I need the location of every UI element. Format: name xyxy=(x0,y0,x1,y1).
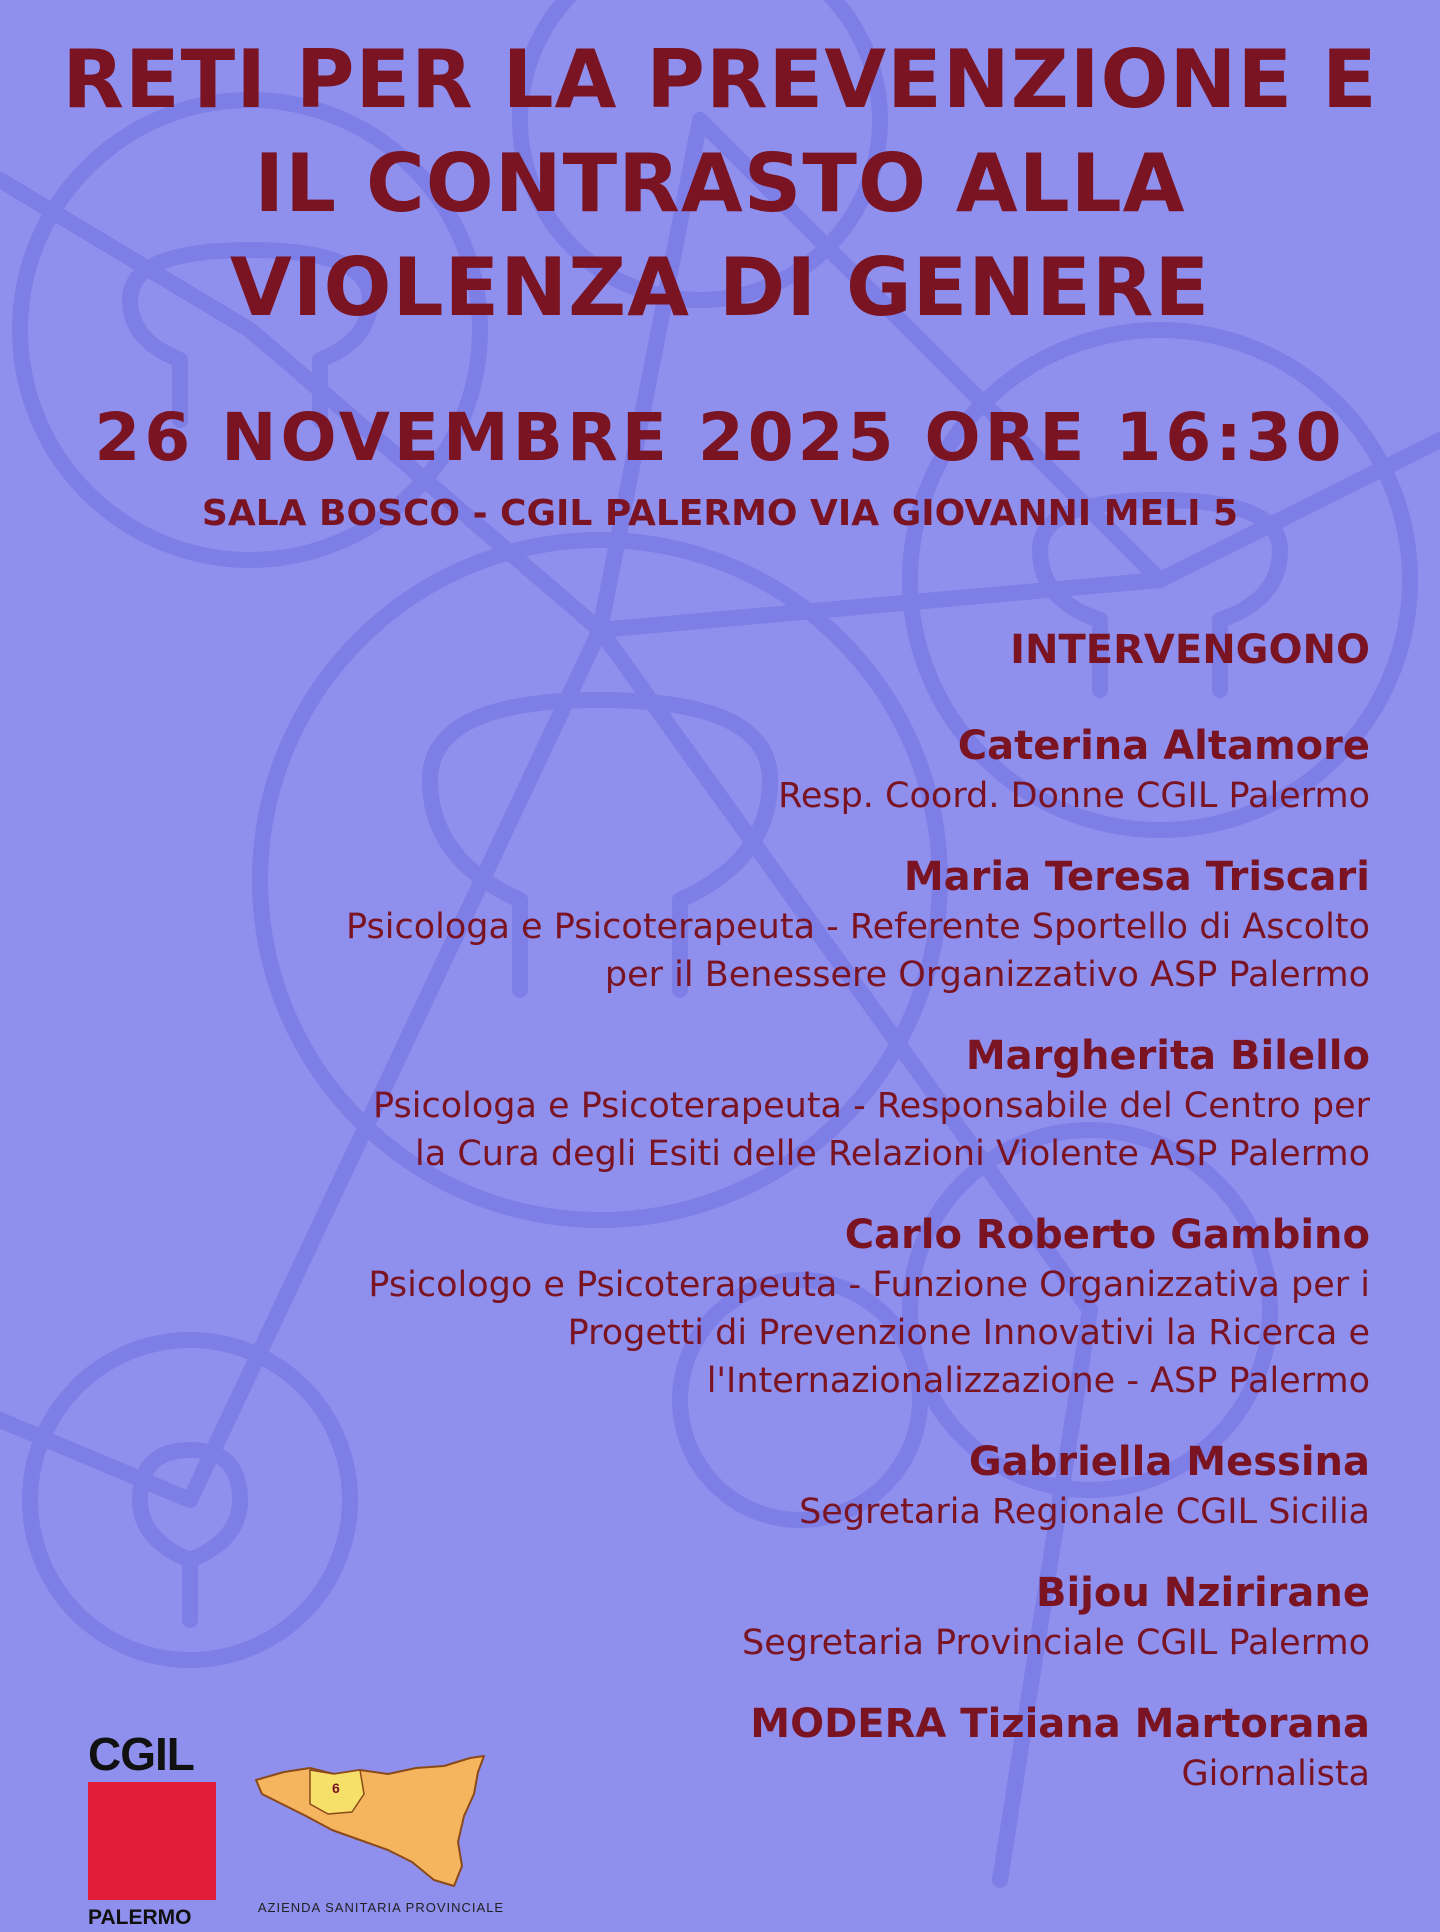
speaker-role xyxy=(70,1261,1370,1405)
moderator-role-line: Giornalista xyxy=(1181,1754,1370,1794)
event-date-time: 26 NOVEMBRE 2025 ORE 16:30 xyxy=(94,399,1346,476)
speaker-name: Margherita Bilello xyxy=(965,1033,1370,1079)
cgil-logo-subtext: PALERMO xyxy=(88,1906,192,1929)
speaker-role xyxy=(70,1082,1370,1178)
event-title xyxy=(40,28,1400,340)
asp-map-number: 6 xyxy=(332,1780,340,1796)
speaker-entry xyxy=(70,1030,1370,1178)
speaker-role-line: per il Benessere Organizzativo ASP Palermo xyxy=(604,955,1370,995)
event-venue: SALA BOSCO - CGIL PALERMO VIA GIOVANNI MELI 5 xyxy=(201,493,1239,534)
speaker-role-line: Progetti di Prevenzione Innovativi la Ricerca e xyxy=(567,1313,1370,1353)
event-title-line-1: RETI PER LA PREVENZIONE E xyxy=(62,33,1378,126)
speaker-role xyxy=(70,772,1370,820)
speaker-role-line: l'Internazionalizzazione - ASP Palermo xyxy=(706,1361,1370,1401)
speaker-role xyxy=(70,1488,1370,1536)
speaker-entry xyxy=(70,1436,1370,1536)
speaker-role-line: Segretaria Provinciale CGIL Palermo xyxy=(742,1623,1370,1663)
speaker-role xyxy=(70,1619,1370,1667)
speaker-name: Bijou Nzirirane xyxy=(1035,1570,1370,1616)
speaker-role-line: Psicologa e Psicoterapeuta - Referente Sportello di Ascolto xyxy=(346,907,1370,947)
cgil-logo-square xyxy=(88,1782,216,1900)
event-title-line-2: IL CONTRASTO ALLA xyxy=(254,137,1186,230)
asp-logo-caption: AZIENDA SANITARIA PROVINCIALE xyxy=(257,1900,505,1915)
cgil-logo xyxy=(88,1730,220,1932)
asp-logo xyxy=(248,1750,512,1920)
speaker-entry xyxy=(70,720,1370,820)
speaker-role-line: Segretaria Regionale CGIL Sicilia xyxy=(799,1492,1370,1532)
speaker-role-line: Resp. Coord. Donne CGIL Palermo xyxy=(778,776,1370,816)
speaker-role xyxy=(70,903,1370,999)
speaker-name: Caterina Altamore xyxy=(957,723,1370,769)
speaker-name: Gabriella Messina xyxy=(968,1439,1370,1485)
event-title-line-3: VIOLENZA DI GENERE xyxy=(229,241,1211,334)
speaker-name: Carlo Roberto Gambino xyxy=(844,1212,1370,1258)
sicily-map-icon xyxy=(248,1750,512,1900)
speaker-entry xyxy=(70,1209,1370,1405)
cgil-logo-text: CGIL xyxy=(88,1728,194,1780)
speaker-entry xyxy=(70,851,1370,999)
speaker-role-line: Psicologo e Psicoterapeuta - Funzione Organizzativa per i xyxy=(368,1265,1370,1305)
speaker-role-line: la Cura degli Esiti delle Relazioni Violente ASP Palermo xyxy=(415,1134,1370,1174)
speakers-section xyxy=(70,620,1370,1829)
speaker-entry xyxy=(70,1567,1370,1667)
moderator-name: MODERA Tiziana Martorana xyxy=(750,1701,1370,1747)
speakers-heading: INTERVENGONO xyxy=(1010,627,1370,673)
speaker-role-line: Psicologa e Psicoterapeuta - Responsabile del Centro per xyxy=(373,1086,1370,1126)
speaker-name: Maria Teresa Triscari xyxy=(903,854,1370,900)
